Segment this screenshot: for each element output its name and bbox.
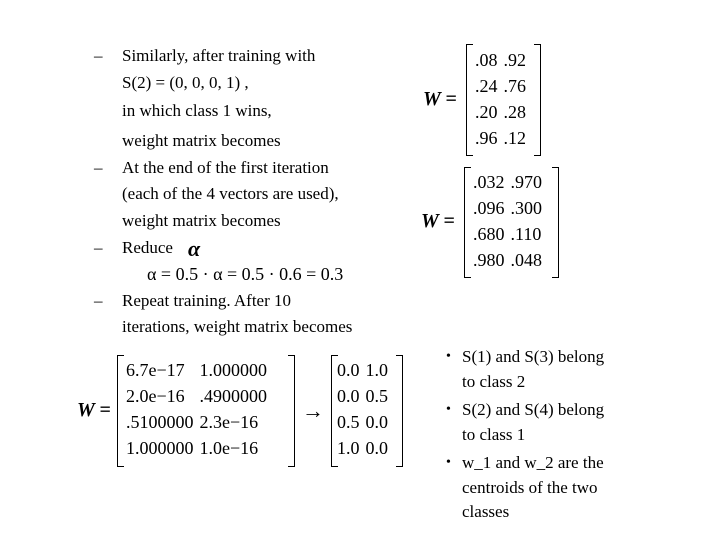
matrix1-cell: .96 [475, 128, 498, 148]
matrix4-cell: 0.0 [365, 412, 388, 432]
matrix3 [123, 357, 270, 461]
bullet2-line2: (each of the 4 vectors are used), [122, 184, 339, 203]
bullet3-line1: Reduce [122, 238, 173, 257]
bullet-dot-1: • [446, 349, 451, 364]
matrix4-cell: 0.0 [365, 438, 388, 458]
matrix1-right-bracket [534, 44, 541, 156]
matrix2-cell: .048 [510, 250, 542, 270]
matrix2 [470, 169, 545, 273]
bullet2-line3: weight matrix becomes [122, 211, 281, 230]
matrix1-cell: .24 [475, 76, 498, 96]
matrix3-cell: 2.3e−16 [199, 412, 259, 432]
matrix2-cell: .110 [510, 224, 542, 244]
matrix1-label: W = [423, 88, 457, 110]
matrix4-right-bracket [396, 355, 403, 467]
matrix2-cell: .680 [473, 224, 505, 244]
matrix3-right-bracket [288, 355, 295, 467]
matrix1-cell: .12 [503, 128, 526, 148]
dash-1: – [94, 46, 103, 65]
matrix4-cell: 0.5 [337, 412, 360, 432]
matrix1-cell: .08 [475, 50, 498, 70]
bullet4-line2: iterations, weight matrix becomes [122, 317, 353, 336]
matrix2-label: W = [421, 210, 455, 232]
bullet-dot-3: • [446, 455, 451, 470]
rbullet2-line2: to class 1 [462, 425, 526, 444]
matrix3-cell: 2.0e−16 [126, 386, 185, 406]
matrix4 [334, 357, 391, 461]
dash-3: – [94, 238, 103, 257]
matrix3-cell: 6.7e−17 [126, 360, 185, 380]
matrix3-cell: 1.000000 [199, 360, 267, 380]
rbullet2-line1: S(2) and S(4) belong [462, 400, 605, 419]
matrix3-cell: .5100000 [126, 412, 194, 432]
bullet1-line1: Similarly, after training with [122, 46, 316, 65]
alpha-update-equation: α = 0.5 · α = 0.5 · 0.6 = 0.3 [147, 264, 344, 284]
matrix2-cell: .970 [510, 172, 542, 192]
matrix1 [472, 47, 529, 151]
bullet1-line4: weight matrix becomes [122, 131, 281, 150]
rbullet1-line2: to class 2 [462, 372, 526, 391]
matrix4-cell: 0.5 [365, 386, 388, 406]
matrix4-cell: 0.0 [337, 386, 360, 406]
matrix3-cell: .4900000 [199, 386, 267, 406]
bullet4-line1: Repeat training. After 10 [122, 291, 292, 310]
rbullet1-line1: S(1) and S(3) belong [462, 347, 605, 366]
bullet-dot-2: • [446, 402, 451, 417]
bullet1-line2: S(2) = (0, 0, 0, 1) , [122, 73, 249, 92]
rbullet3-line3: classes [462, 502, 510, 521]
matrix2-cell: .980 [473, 250, 505, 270]
matrix4-cell: 1.0 [365, 360, 388, 380]
matrix4-cell: 1.0 [337, 438, 360, 458]
rbullet3-line2: centroids of the two [462, 478, 598, 497]
matrix2-cell: .300 [510, 198, 542, 218]
matrix3-cell: 1.000000 [126, 438, 194, 458]
bullet2-line1: At the end of the first iteration [122, 158, 329, 177]
matrix3-label: W = [77, 399, 111, 421]
bullet1-line3: in which class 1 wins, [122, 101, 272, 120]
matrix3-cell: 1.0e−16 [199, 438, 259, 458]
arrow-icon: → [302, 398, 324, 423]
matrix2-cell: .032 [473, 172, 505, 192]
matrix1-cell: .28 [503, 102, 526, 122]
matrix4-cell: 0.0 [337, 360, 360, 380]
rbullet3-line1: w_1 and w_2 are the [462, 453, 604, 472]
matrix1-cell: .20 [475, 102, 498, 122]
alpha-symbol: α [188, 236, 201, 261]
matrix1-cell: .92 [503, 50, 526, 70]
matrix2-right-bracket [552, 167, 559, 278]
dash-4: – [94, 291, 103, 310]
matrix2-cell: .096 [473, 198, 505, 218]
dash-2: – [94, 158, 103, 177]
matrix1-cell: .76 [503, 76, 526, 96]
